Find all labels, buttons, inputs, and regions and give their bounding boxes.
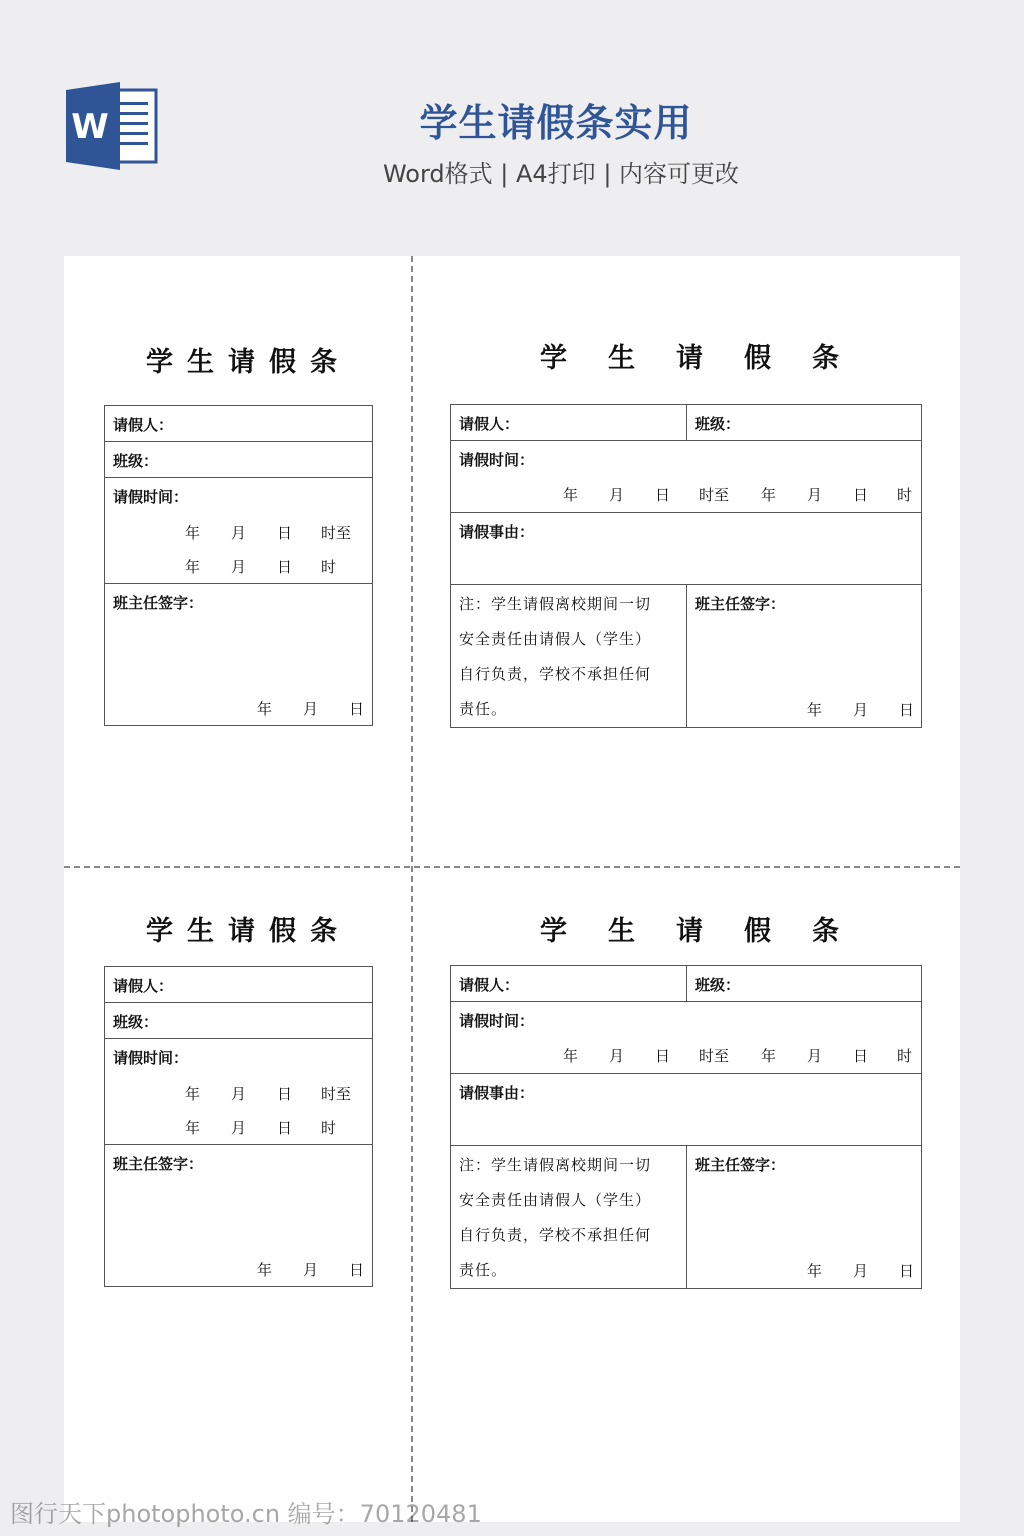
year-label: 年 — [257, 1261, 273, 1279]
year-label: 年 — [185, 558, 201, 576]
disclaimer-note-line: 责任。 — [459, 700, 508, 718]
month-label: 月 — [231, 1085, 247, 1103]
horizontal-cut-line — [64, 866, 960, 868]
month-label: 月 — [853, 1262, 869, 1280]
month-label: 月 — [807, 1047, 823, 1065]
page-title: 学生请假条实用 — [419, 101, 693, 145]
hour-label: 时 — [321, 558, 337, 576]
month-label: 月 — [231, 1119, 247, 1137]
signature-label: 班主任签字： — [113, 594, 204, 612]
page-subtitle: Word格式 | A4打印 | 内容可更改 — [382, 160, 740, 188]
year-label: 年 — [563, 1047, 579, 1065]
disclaimer-note-line: 注：学生请假离校期间一切 — [459, 595, 652, 613]
hour-label: 时 — [897, 1047, 913, 1065]
disclaimer-note-line: 责任。 — [459, 1261, 508, 1279]
year-label: 年 — [257, 700, 273, 718]
reason-label: 请假事由： — [459, 523, 535, 541]
leave-slip-simple — [104, 405, 373, 726]
signature-label: 班主任签字： — [695, 595, 786, 613]
year-label: 年 — [807, 701, 823, 719]
year-label: 年 — [761, 486, 777, 504]
day-label: 日 — [655, 1047, 671, 1065]
day-label: 日 — [899, 1262, 915, 1280]
disclaimer-note-line: 自行负责，学校不承担任何 — [459, 665, 652, 683]
leave-slip-detailed — [450, 965, 922, 1289]
class-label: 班级： — [113, 1013, 159, 1031]
reason-label: 请假事由： — [459, 1084, 535, 1102]
slip-title: 学生请假条 — [540, 916, 880, 947]
hour-label: 时 — [897, 486, 913, 504]
month-label: 月 — [231, 558, 247, 576]
disclaimer-note-line: 安全责任由请假人（学生） — [459, 1191, 652, 1209]
year-label: 年 — [563, 486, 579, 504]
class-label: 班级： — [113, 452, 159, 470]
year-label: 年 — [185, 524, 201, 542]
year-label: 年 — [807, 1262, 823, 1280]
slip-title: 学生请假条 — [146, 916, 351, 947]
month-label: 月 — [303, 1261, 319, 1279]
applicant-label: 请假人： — [113, 977, 174, 995]
signature-label: 班主任签字： — [113, 1155, 204, 1173]
year-label: 年 — [761, 1047, 777, 1065]
month-label: 月 — [303, 700, 319, 718]
day-label: 日 — [349, 1261, 365, 1279]
day-label: 日 — [277, 524, 293, 542]
slip-title: 学生请假条 — [540, 343, 880, 374]
day-label: 日 — [349, 700, 365, 718]
day-label: 日 — [853, 1047, 869, 1065]
day-label: 日 — [277, 1085, 293, 1103]
slip-title: 学生请假条 — [146, 347, 351, 378]
watermark: 图行天下photophoto.cn 编号：70120481 — [10, 1500, 482, 1528]
hour-to-label: 时至 — [321, 1085, 352, 1103]
month-label: 月 — [609, 486, 625, 504]
hour-to-label: 时至 — [699, 486, 730, 504]
year-label: 年 — [185, 1119, 201, 1137]
leave-time-label: 请假时间： — [113, 1049, 189, 1067]
day-label: 日 — [853, 486, 869, 504]
month-label: 月 — [853, 701, 869, 719]
leave-time-label: 请假时间： — [459, 451, 535, 469]
vertical-cut-line — [411, 256, 413, 1522]
month-label: 月 — [231, 524, 247, 542]
applicant-label: 请假人： — [459, 976, 520, 994]
hour-to-label: 时至 — [321, 524, 352, 542]
disclaimer-note-line: 安全责任由请假人（学生） — [459, 630, 652, 648]
svg-text:W: W — [71, 107, 109, 147]
hour-to-label: 时至 — [699, 1047, 730, 1065]
hour-label: 时 — [321, 1119, 337, 1137]
leave-time-label: 请假时间： — [113, 488, 189, 506]
disclaimer-note-line: 注：学生请假离校期间一切 — [459, 1156, 652, 1174]
month-label: 月 — [807, 486, 823, 504]
class-label: 班级： — [695, 415, 741, 433]
signature-label: 班主任签字： — [695, 1156, 786, 1174]
leave-slip-detailed — [450, 404, 922, 728]
month-label: 月 — [609, 1047, 625, 1065]
applicant-label: 请假人： — [459, 415, 520, 433]
day-label: 日 — [277, 1119, 293, 1137]
leave-time-label: 请假时间： — [459, 1012, 535, 1030]
day-label: 日 — [277, 558, 293, 576]
day-label: 日 — [655, 486, 671, 504]
applicant-label: 请假人： — [113, 416, 174, 434]
year-label: 年 — [185, 1085, 201, 1103]
class-label: 班级： — [695, 976, 741, 994]
disclaimer-note-line: 自行负责，学校不承担任何 — [459, 1226, 652, 1244]
leave-slip-simple — [104, 966, 373, 1287]
day-label: 日 — [899, 701, 915, 719]
